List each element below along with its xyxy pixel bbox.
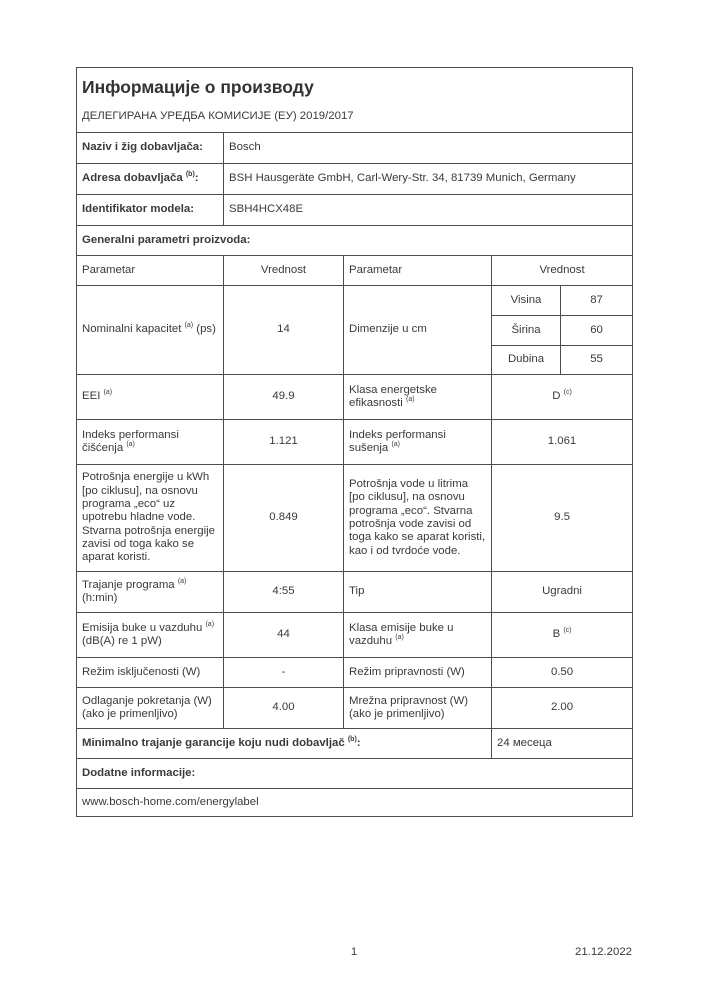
water-consumption-value: 9.5: [492, 465, 633, 572]
footnote-marker-a: (a): [405, 396, 415, 404]
energylabel-url[interactable]: www.bosch-home.com/energylabel: [77, 789, 633, 817]
title-cell: [77, 68, 633, 133]
supplier-address-label: Adresa dobavljača $^{(b)}$:: [77, 164, 224, 195]
general-parameters-header: Generalni parametri proizvoda:: [77, 226, 633, 256]
off-mode-label: Režim isključenosti (W): [77, 658, 224, 688]
regulation-reference: ДЕЛЕГИРАНА УРЕДБА КОМИСИЈЕ (ЕУ) 2019/2017: [82, 109, 354, 122]
program-duration-value: 4:55: [224, 572, 344, 613]
drying-index-value: 1.061: [492, 420, 633, 465]
guarantee-label: Minimalno trajanje garancije koju nudi dobavljač $^{(b)}$:: [77, 729, 492, 759]
product-info-table: [76, 67, 633, 817]
dimension-name-depth: Dubina: [492, 346, 561, 375]
networked-standby-value: 2.00: [492, 688, 633, 729]
title-row: [77, 68, 633, 133]
supplier-name-row: [77, 133, 633, 164]
noise-class-value: B $^{(c)}$: [492, 613, 633, 658]
cleaning-index-value: 1.121: [224, 420, 344, 465]
consumption-row: [77, 465, 633, 572]
performance-index-row: [77, 420, 633, 465]
page-number: 1: [350, 946, 358, 958]
dimension-name-width: Širina: [492, 316, 561, 346]
delay-start-label: Odlaganje pokretanja (W) (ako je primenljivo): [77, 688, 224, 729]
column-header-parameter-right: Parametar: [344, 256, 492, 286]
additional-info-header-row: [77, 759, 633, 789]
program-duration-label: Trajanje programa $^{(a)}$ (h:min): [77, 572, 224, 613]
energy-class-value: D $^{(c)}$: [492, 375, 633, 420]
nominal-capacity-label: Nominalni kapacitet $^{(a)}$ (ps): [77, 286, 224, 375]
footnote-marker-a: (a): [184, 322, 194, 330]
dimension-value-width: 60: [561, 316, 633, 346]
cleaning-index-label: Indeks performansi čišćenja $^{(a)}$: [77, 420, 224, 465]
dimensions-label: Dimenzije u cm: [344, 286, 492, 375]
model-identifier-value: SBH4HCX48E: [224, 195, 633, 226]
column-header-value-right: Vrednost: [492, 256, 633, 286]
supplier-address-row: [77, 164, 633, 195]
noise-class-label: Klasa emisije buke u vazduhu $^{(a)}$: [344, 613, 492, 658]
additional-info-row: [77, 789, 633, 817]
delay-start-row: [77, 688, 633, 729]
dimension-name-height: Visina: [492, 286, 561, 316]
energy-consumption-value: 0.849: [224, 465, 344, 572]
standby-mode-value: 0.50: [492, 658, 633, 688]
supplier-address-value: BSH Hausgeräte GmbH, Carl-Wery-Str. 34, 81739 Munich, Germany: [224, 164, 633, 195]
off-mode-value: -: [224, 658, 344, 688]
standby-mode-label: Režim pripravnosti (W): [344, 658, 492, 688]
footnote-marker-a: (a): [395, 634, 404, 642]
footnote-marker-a: (a): [103, 389, 113, 397]
footnote-marker-a: (a): [391, 441, 400, 449]
duration-type-row: [77, 572, 633, 613]
additional-info-header: Dodatne informacije:: [77, 759, 633, 789]
eei-value: 49.9: [224, 375, 344, 420]
column-header-row: [77, 256, 633, 286]
dimension-value-height: 87: [561, 286, 633, 316]
type-value: Ugradni: [492, 572, 633, 613]
noise-emission-label: Emisija buke u vazduhu $^{(a)}$ (dB(A) re 1 pW): [77, 613, 224, 658]
document-date: 21.12.2022: [574, 946, 632, 958]
energy-class-label: Klasa energetske efikasnosti $^{(a)}$: [344, 375, 492, 420]
type-label: Tip: [344, 572, 492, 613]
water-consumption-label: Potrošnja vode u litrima [po ciklusu], na osnovu programa „eco“. Stvarna potrošnja vode zavisi od toga kako se aparat koristi, kao i od tvrdoće vode.: [344, 465, 492, 572]
footnote-marker-a: (a): [126, 441, 135, 449]
supplier-name-value: Bosch: [224, 133, 633, 164]
networked-standby-label: Mrežna pripravnost (W) (ako je primenljivo): [344, 688, 492, 729]
guarantee-value: 24 месеца: [492, 729, 633, 759]
supplier-name-label: Naziv i žig dobavljača:: [77, 133, 224, 164]
footnote-marker-b: (b): [185, 171, 195, 179]
footnote-marker-c: (c): [563, 389, 572, 397]
footnote-marker-b: (b): [347, 736, 357, 744]
nominal-capacity-value: 14: [224, 286, 344, 375]
document-title: Информације о производу: [82, 77, 314, 98]
eei-row: [77, 375, 633, 420]
footnote-marker-a: (a): [205, 620, 215, 628]
dimension-value-depth: 55: [561, 346, 633, 375]
column-header-parameter-left: Parametar: [77, 256, 224, 286]
off-mode-row: [77, 658, 633, 688]
guarantee-row: [77, 729, 633, 759]
noise-row: [77, 613, 633, 658]
drying-index-label: Indeks performansi sušenja $^{(a)}$: [344, 420, 492, 465]
delay-start-value: 4.00: [224, 688, 344, 729]
nominal-capacity-row: [77, 286, 633, 316]
model-identifier-row: [77, 195, 633, 226]
footnote-marker-a: (a): [177, 577, 187, 585]
model-identifier-label: Identifikator modela:: [77, 195, 224, 226]
footnote-marker-c: (c): [563, 627, 572, 635]
general-parameters-header-row: [77, 226, 633, 256]
column-header-value-left: Vrednost: [224, 256, 344, 286]
eei-label: EEI $^{(a)}$: [77, 375, 224, 420]
energy-consumption-label: Potrošnja energije u kWh [po ciklusu], na osnovu programa „eco“ uz upotrebu hladne vode. Stvarna potrošnja energije zavisi od toga kako se aparat koristi.: [77, 465, 224, 572]
noise-emission-value: 44: [224, 613, 344, 658]
